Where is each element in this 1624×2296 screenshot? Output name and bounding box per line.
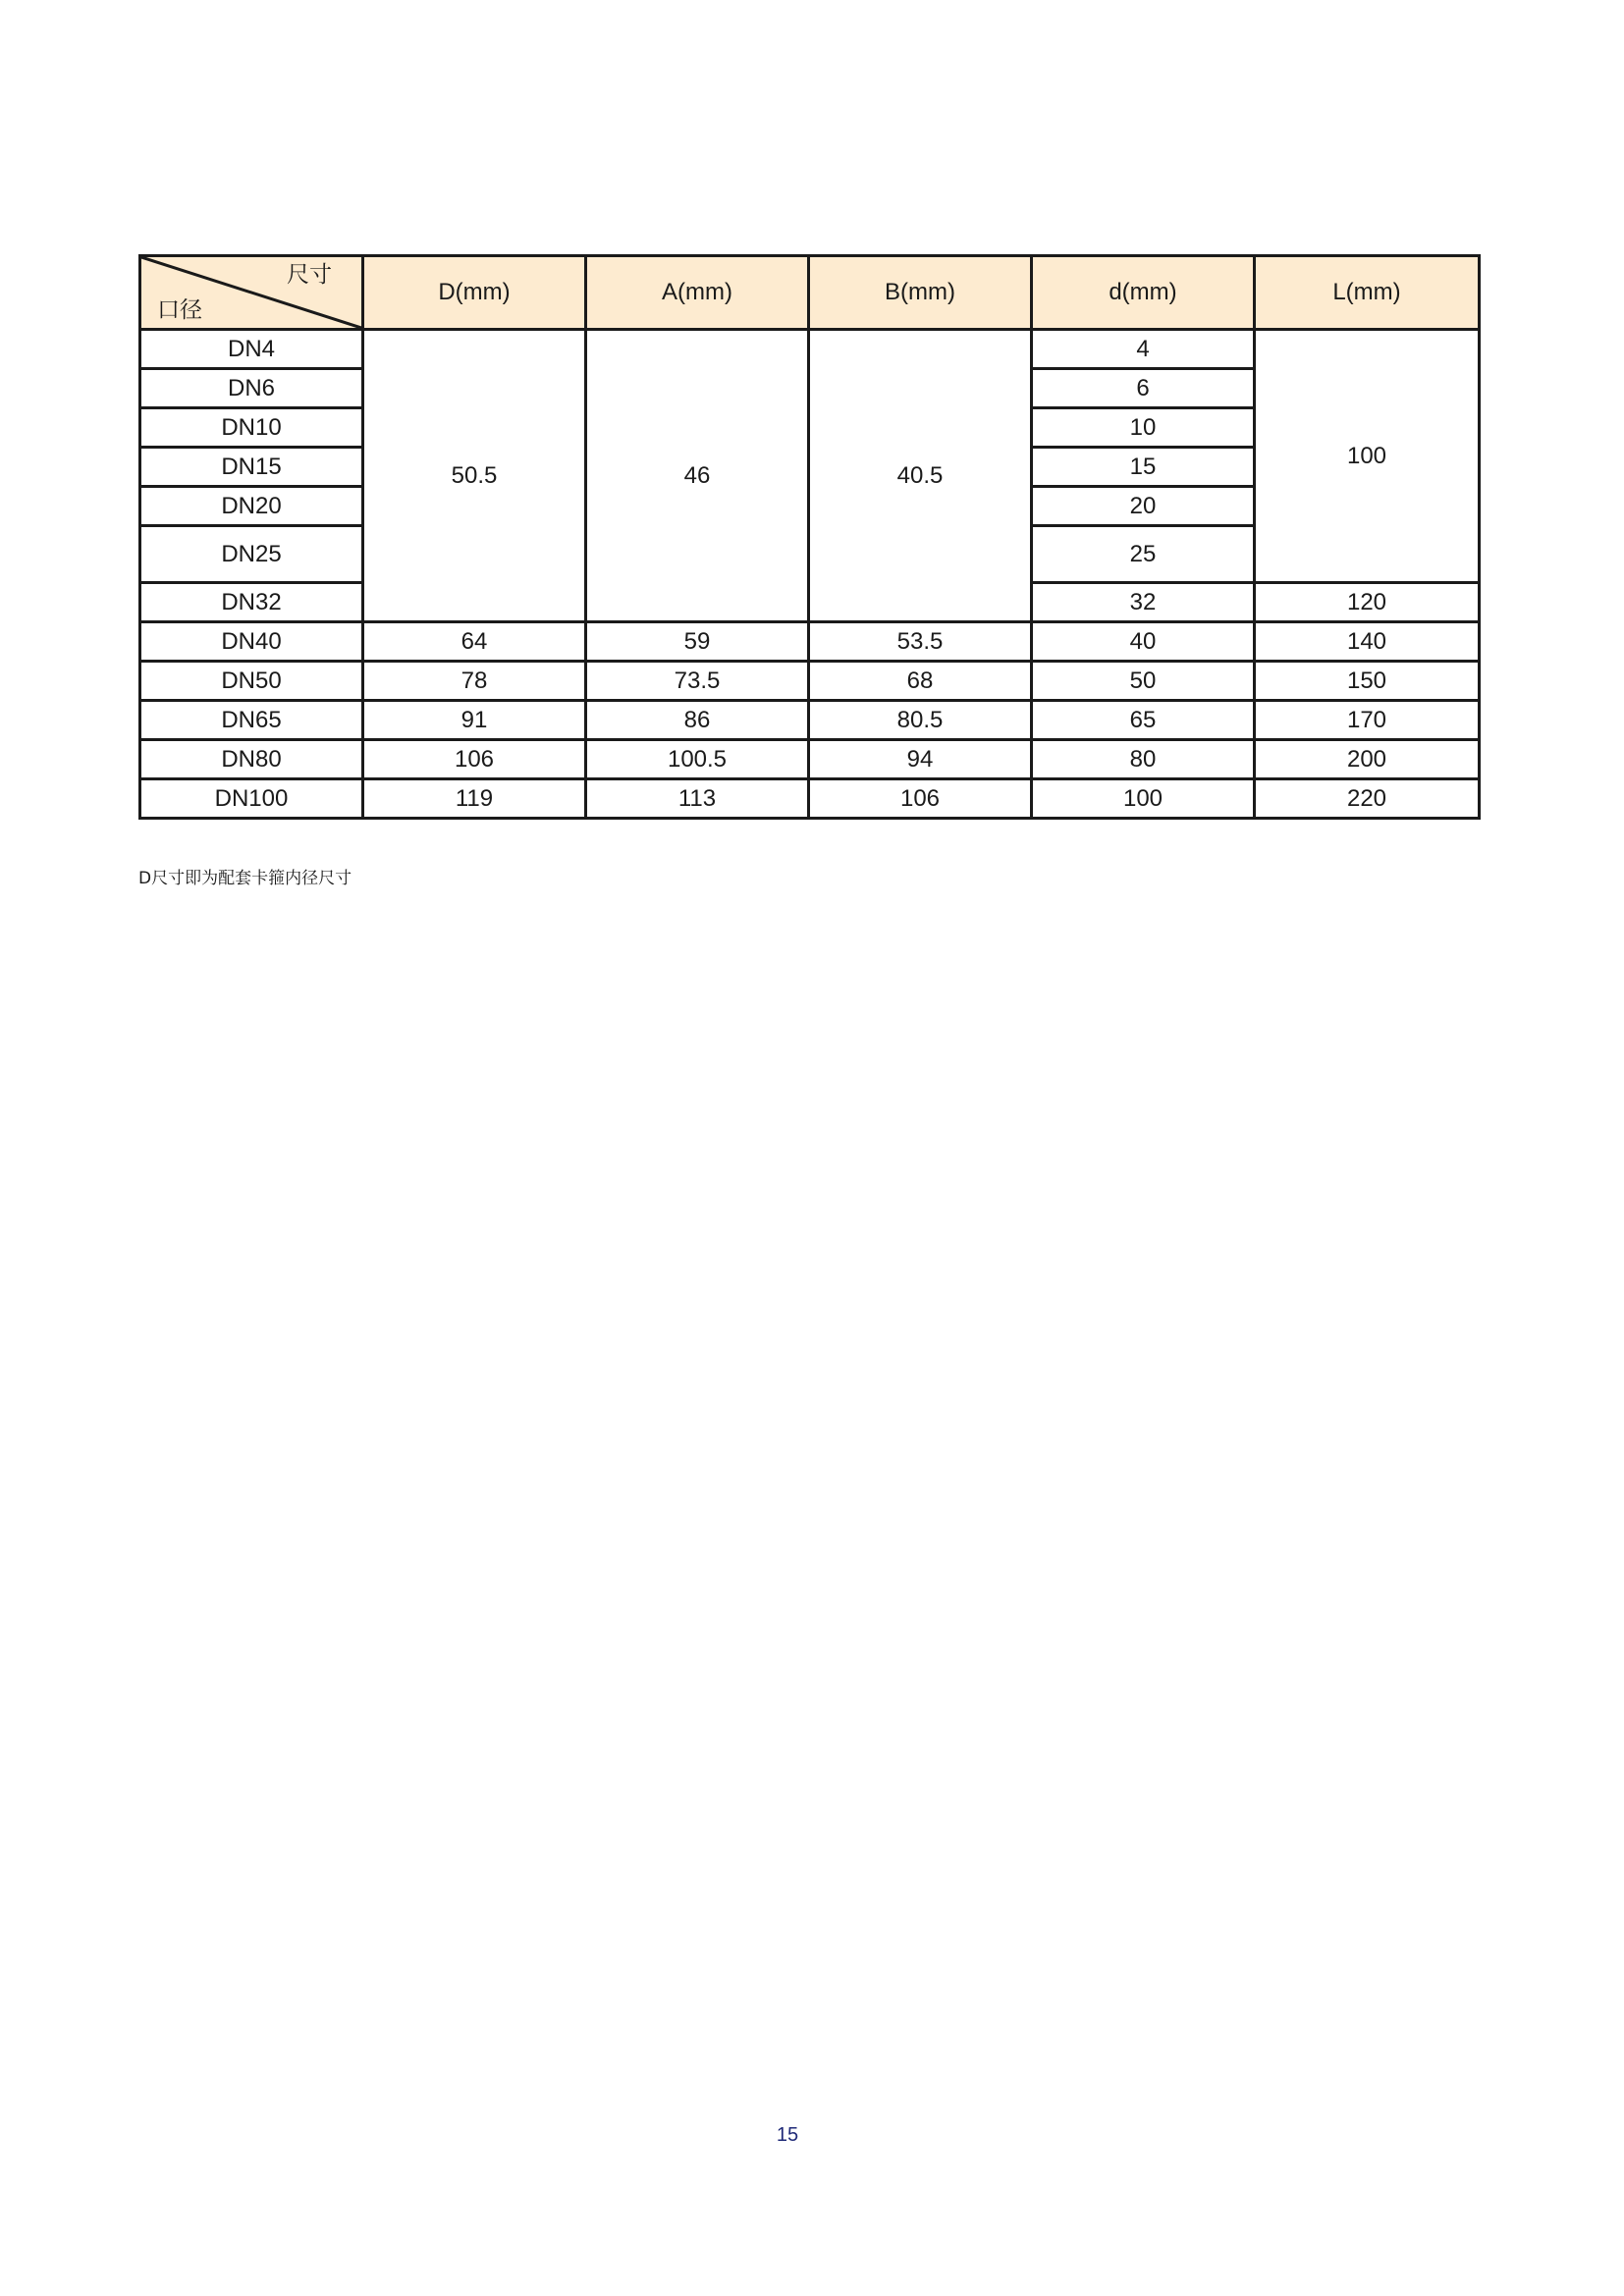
D-value-cell: 50.5 bbox=[363, 330, 586, 622]
header-A: A(mm) bbox=[586, 256, 809, 330]
d-value-cell: 10 bbox=[1032, 408, 1255, 448]
D-value-cell: 78 bbox=[363, 662, 586, 701]
A-value-cell: 100.5 bbox=[586, 740, 809, 779]
D-value-cell: 64 bbox=[363, 622, 586, 662]
table-row bbox=[140, 662, 1480, 701]
size-cell: DN40 bbox=[140, 622, 363, 662]
d-value-cell: 6 bbox=[1032, 369, 1255, 408]
corner-header-cell bbox=[140, 256, 363, 330]
size-cell: DN10 bbox=[140, 408, 363, 448]
size-cell: DN6 bbox=[140, 369, 363, 408]
d-value-cell: 25 bbox=[1032, 526, 1255, 583]
B-value-cell: 106 bbox=[809, 779, 1032, 819]
L-value-cell: 170 bbox=[1255, 701, 1480, 740]
header-d: d(mm) bbox=[1032, 256, 1255, 330]
size-cell: DN20 bbox=[140, 487, 363, 526]
corner-label-caliber: 口径 bbox=[157, 297, 202, 323]
d-value-cell: 40 bbox=[1032, 622, 1255, 662]
d-value-cell: 20 bbox=[1032, 487, 1255, 526]
A-value-cell: 73.5 bbox=[586, 662, 809, 701]
L-value-cell: 100 bbox=[1255, 330, 1480, 583]
table-row bbox=[140, 701, 1480, 740]
table-row bbox=[140, 330, 1480, 369]
size-cell: DN65 bbox=[140, 701, 363, 740]
d-value-cell: 32 bbox=[1032, 583, 1255, 622]
d-value-cell: 100 bbox=[1032, 779, 1255, 819]
D-value-cell: 119 bbox=[363, 779, 586, 819]
header-row bbox=[140, 256, 1480, 330]
size-cell: DN100 bbox=[140, 779, 363, 819]
L-value-cell: 220 bbox=[1255, 779, 1480, 819]
table-row bbox=[140, 779, 1480, 819]
corner-label-size: 尺寸 bbox=[287, 262, 332, 288]
D-value-cell: 91 bbox=[363, 701, 586, 740]
size-cell: DN4 bbox=[140, 330, 363, 369]
B-value-cell: 68 bbox=[809, 662, 1032, 701]
A-value-cell: 46 bbox=[586, 330, 809, 622]
D-value-cell: 106 bbox=[363, 740, 586, 779]
d-value-cell: 65 bbox=[1032, 701, 1255, 740]
L-value-cell: 140 bbox=[1255, 622, 1480, 662]
header-D: D(mm) bbox=[363, 256, 586, 330]
size-cell: DN25 bbox=[140, 526, 363, 583]
d-value-cell: 80 bbox=[1032, 740, 1255, 779]
size-cell: DN80 bbox=[140, 740, 363, 779]
size-cell: DN50 bbox=[140, 662, 363, 701]
A-value-cell: 59 bbox=[586, 622, 809, 662]
d-value-cell: 15 bbox=[1032, 448, 1255, 487]
A-value-cell: 86 bbox=[586, 701, 809, 740]
B-value-cell: 53.5 bbox=[809, 622, 1032, 662]
d-value-cell: 50 bbox=[1032, 662, 1255, 701]
B-value-cell: 80.5 bbox=[809, 701, 1032, 740]
header-B: B(mm) bbox=[809, 256, 1032, 330]
footnote: D尺寸即为配套卡箍内径尺寸 bbox=[138, 869, 352, 888]
d-value-cell: 4 bbox=[1032, 330, 1255, 369]
table-row bbox=[140, 622, 1480, 662]
L-value-cell: 150 bbox=[1255, 662, 1480, 701]
size-cell: DN15 bbox=[140, 448, 363, 487]
page-number: 15 bbox=[776, 2124, 799, 2146]
size-cell: DN32 bbox=[140, 583, 363, 622]
table-row bbox=[140, 740, 1480, 779]
B-value-cell: 94 bbox=[809, 740, 1032, 779]
B-value-cell: 40.5 bbox=[809, 330, 1032, 622]
spec-table bbox=[138, 254, 1481, 820]
header-L: L(mm) bbox=[1255, 256, 1480, 330]
L-value-cell: 200 bbox=[1255, 740, 1480, 779]
L-value-cell: 120 bbox=[1255, 583, 1480, 622]
A-value-cell: 113 bbox=[586, 779, 809, 819]
